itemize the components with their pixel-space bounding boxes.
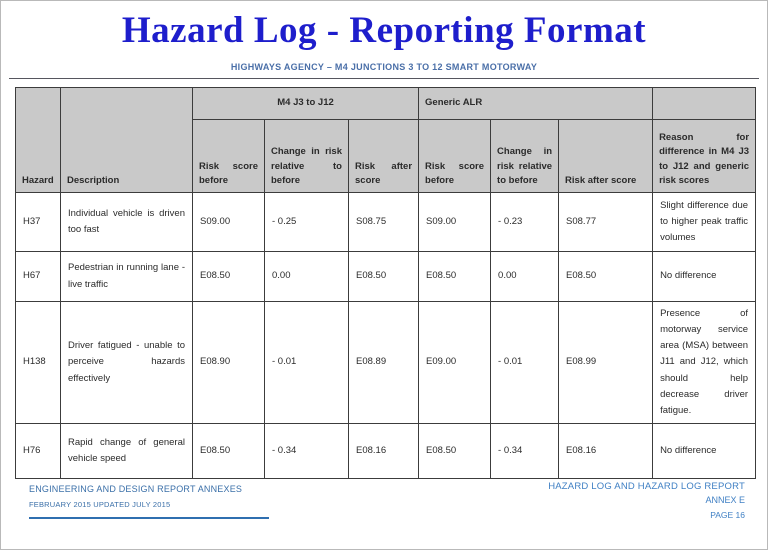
- page-subtitle: HIGHWAYS AGENCY – M4 JUNCTIONS 3 TO 12 SMART MOTORWAY: [230, 62, 538, 72]
- description-cell: Driver fatigued - unable to perceive hazards effectively: [61, 302, 193, 424]
- col-header-generic-change: Change in risk relative to before: [491, 120, 559, 193]
- m4-risk-after-cell: E08.50: [349, 252, 419, 302]
- reason-cell: Slight difference due to higher peak traffic volumes: [653, 193, 756, 252]
- footer-page-number: PAGE 16: [710, 510, 745, 520]
- m4-risk-after-cell: E08.89: [349, 302, 419, 424]
- footer-annex: ANNEX E: [705, 495, 745, 505]
- hazard-id-cell: H37: [16, 193, 61, 252]
- m4-risk-before-cell: E08.50: [193, 423, 265, 478]
- reason-cell: Presence of motorway service area (MSA) between J11 and J12, which should help decrease driver fatigue.: [653, 302, 756, 424]
- col-header-m4-risk-after: Risk after score: [349, 120, 419, 193]
- generic-risk-after-cell: S08.77: [559, 193, 653, 252]
- table-row: [16, 302, 756, 424]
- hazard-id-cell: H67: [16, 252, 61, 302]
- m4-change-cell: - 0.34: [265, 423, 349, 478]
- col-header-m4-change: Change in risk relative to before: [265, 120, 349, 193]
- col-header-generic-risk-after: Risk after score: [559, 120, 653, 193]
- description-cell: Individual vehicle is driven too fast: [61, 193, 193, 252]
- m4-risk-before-cell: E08.90: [193, 302, 265, 424]
- footer-doc-title: HAZARD LOG AND HAZARD LOG REPORT: [548, 481, 745, 492]
- generic-risk-before-cell: E09.00: [419, 302, 491, 424]
- generic-risk-after-cell: E08.16: [559, 423, 653, 478]
- generic-risk-before-cell: E08.50: [419, 423, 491, 478]
- footer-right: [548, 481, 745, 520]
- subtitle-rule: [9, 78, 759, 79]
- m4-change-cell: - 0.01: [265, 302, 349, 424]
- generic-change-cell: 0.00: [491, 252, 559, 302]
- page-title: Hazard Log - Reporting Format: [121, 10, 647, 51]
- generic-risk-after-cell: E08.99: [559, 302, 653, 424]
- group-header-generic-alr: Generic ALR: [419, 88, 653, 120]
- group-header-m4: M4 J3 to J12: [193, 88, 419, 120]
- generic-change-cell: - 0.01: [491, 302, 559, 424]
- reason-cell: No difference: [653, 252, 756, 302]
- m4-risk-before-cell: S09.00: [193, 193, 265, 252]
- table-row: [16, 193, 756, 252]
- group-header-reason-spacer: [653, 88, 756, 120]
- table-row: [16, 252, 756, 302]
- reason-cell: No difference: [653, 423, 756, 478]
- generic-change-cell: - 0.23: [491, 193, 559, 252]
- m4-risk-after-cell: S08.75: [349, 193, 419, 252]
- group-header-row: [16, 88, 756, 120]
- col-header-generic-risk-before: Risk score before: [419, 120, 491, 193]
- m4-change-cell: 0.00: [265, 252, 349, 302]
- generic-change-cell: - 0.34: [491, 423, 559, 478]
- col-header-hazard: Hazard: [16, 88, 61, 193]
- generic-risk-before-cell: S09.00: [419, 193, 491, 252]
- hazard-id-cell: H76: [16, 423, 61, 478]
- m4-risk-before-cell: E08.50: [193, 252, 265, 302]
- generic-risk-after-cell: E08.50: [559, 252, 653, 302]
- m4-change-cell: - 0.25: [265, 193, 349, 252]
- m4-risk-after-cell: E08.16: [349, 423, 419, 478]
- generic-risk-before-cell: E08.50: [419, 252, 491, 302]
- table-row: [16, 423, 756, 478]
- footer-report-date: FEBRUARY 2015 UPDATED JULY 2015: [29, 500, 171, 509]
- description-cell: Pedestrian in running lane - live traffic: [61, 252, 193, 302]
- footer-report-name: ENGINEERING AND DESIGN REPORT ANNEXES: [29, 484, 243, 494]
- col-header-reason: Reason for difference in M4 J3 to J12 and generic risk scores: [653, 120, 756, 193]
- description-cell: Rapid change of general vehicle speed: [61, 423, 193, 478]
- hazard-id-cell: H138: [16, 302, 61, 424]
- footer-left: [29, 484, 269, 519]
- hazard-log-table: [15, 87, 756, 479]
- col-header-description: Description: [61, 88, 193, 193]
- col-header-m4-risk-before: Risk score before: [193, 120, 265, 193]
